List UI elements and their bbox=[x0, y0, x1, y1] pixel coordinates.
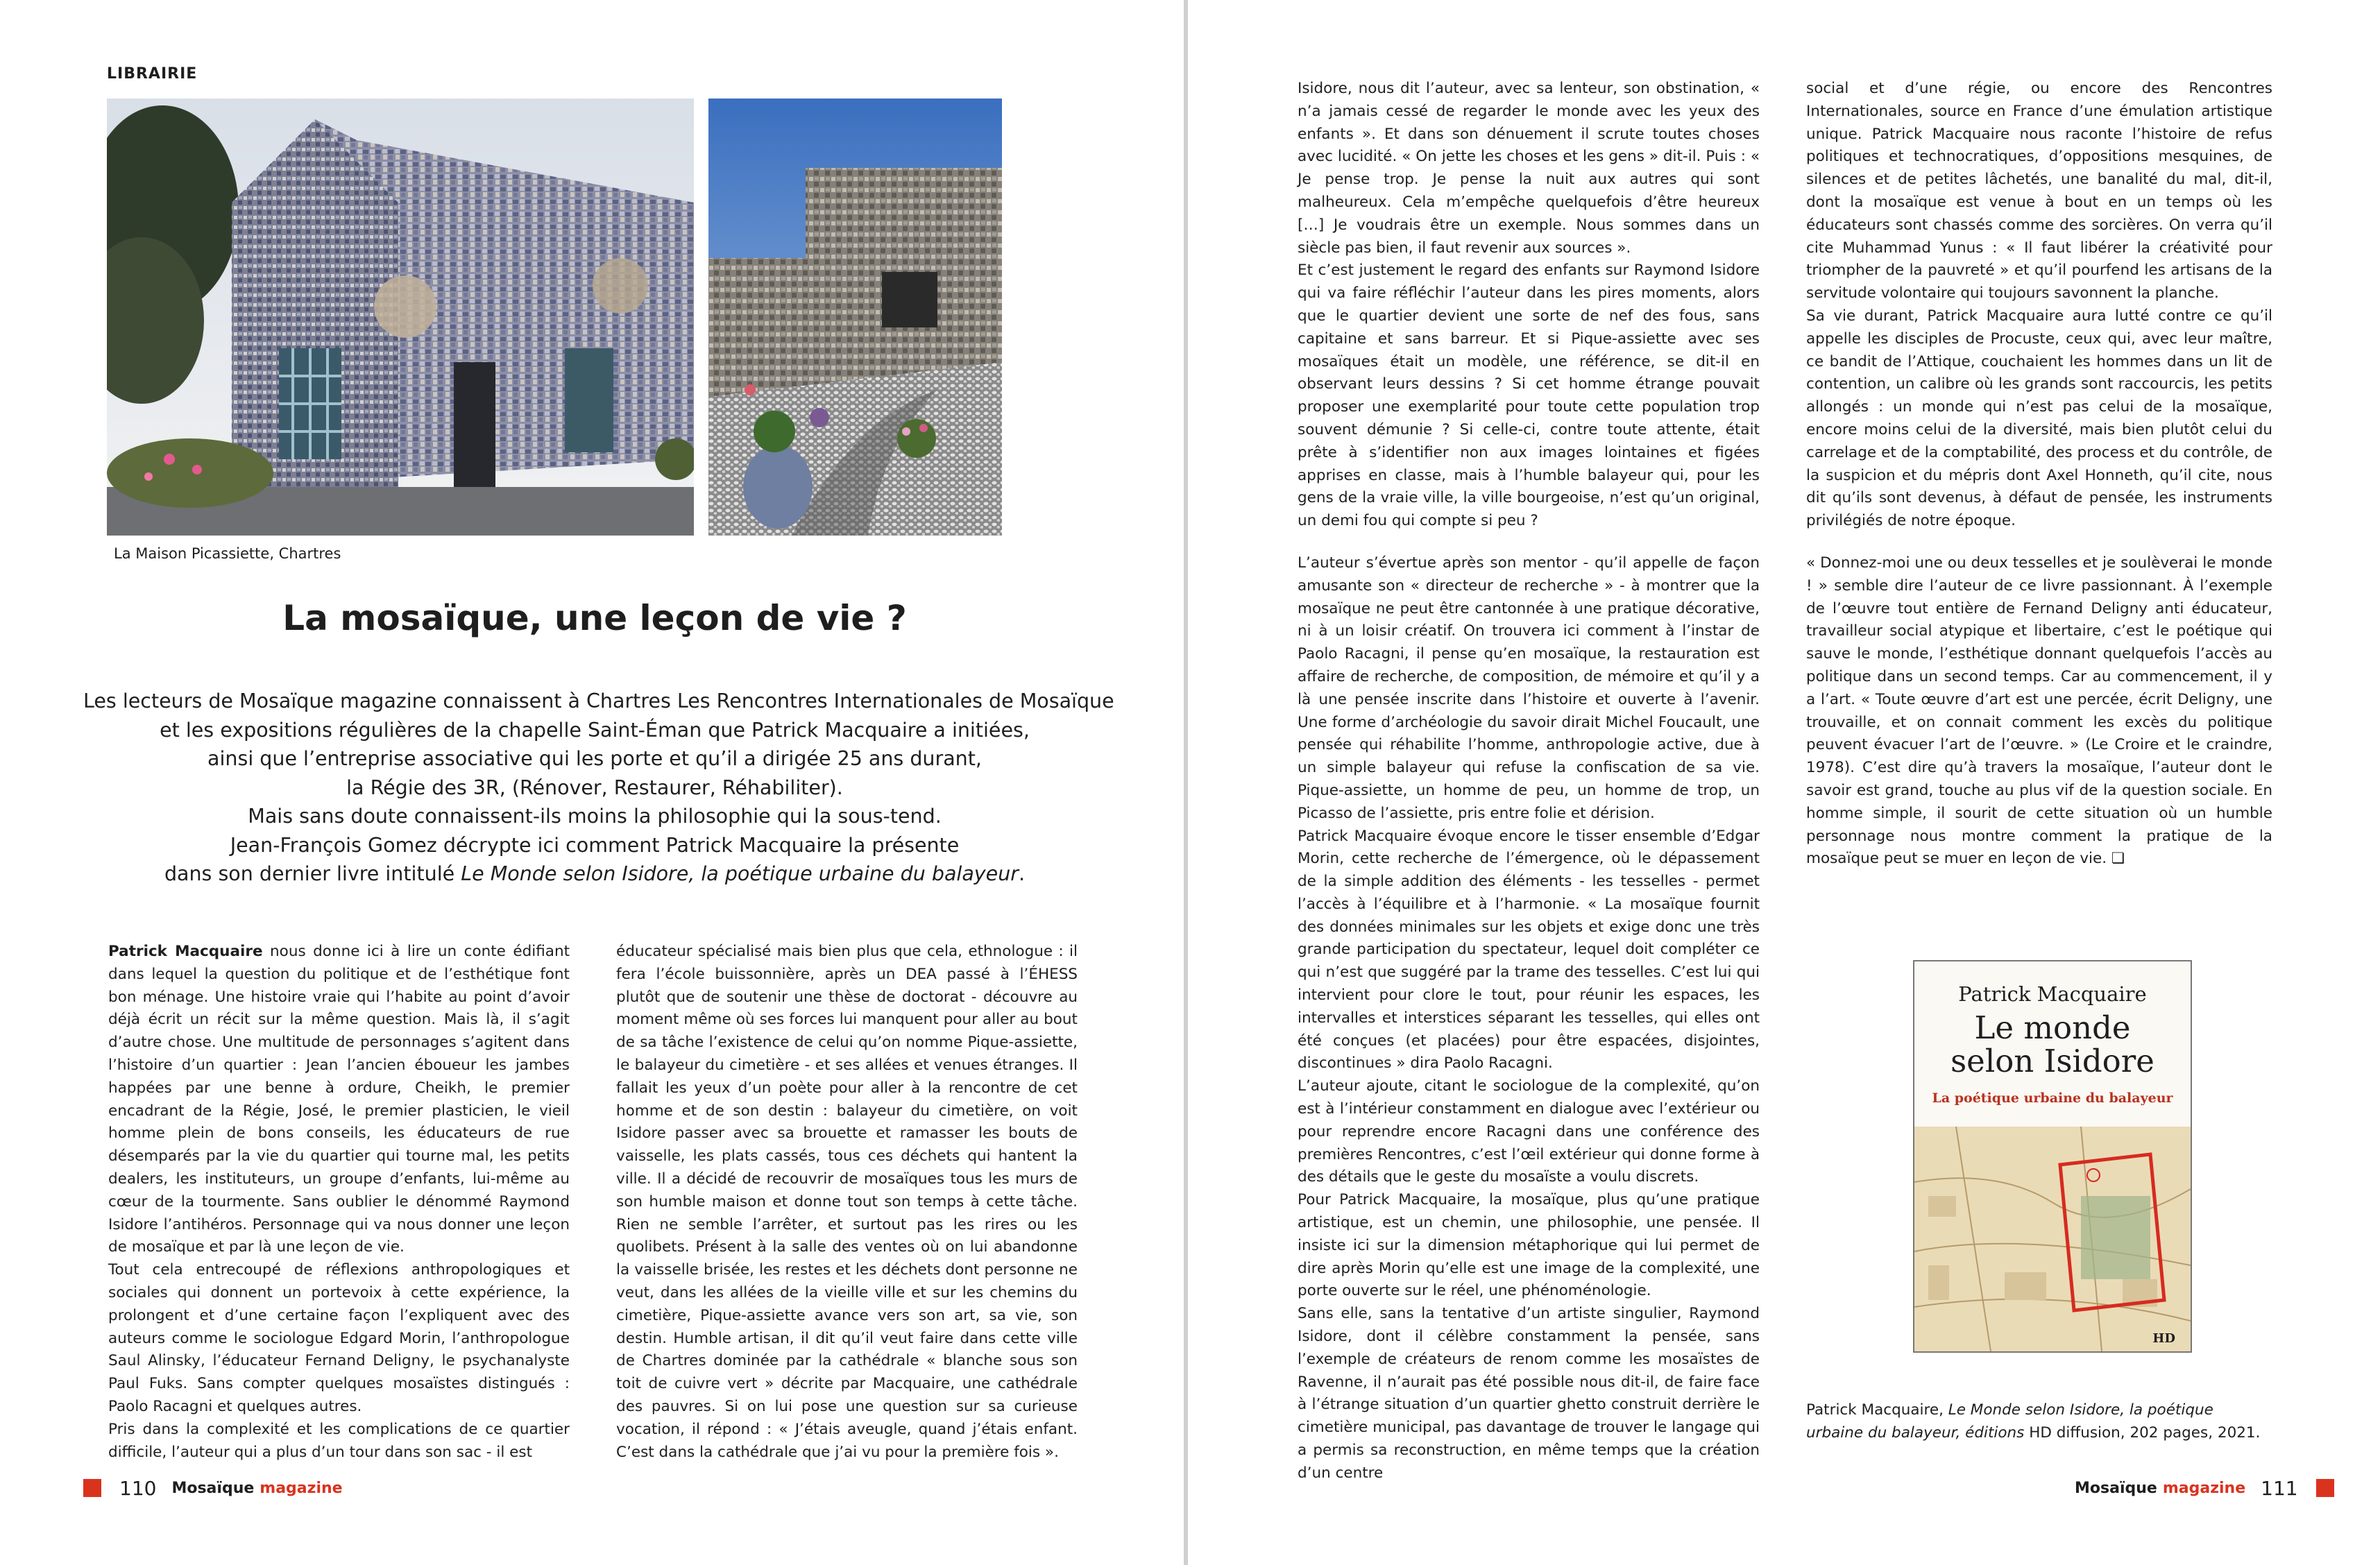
intro-book-title: Le Monde selon Isidore, la poétique urbaine du balayeur bbox=[461, 862, 1019, 885]
paragraph: social et d’une régie, ou encore des Rencontres Internationales, source en France d’une émulation artistique unique. Patrick Macquaire nous raconte l’histoire de refus politiques et technocratiques, d’oppositions mesquines, de silences et de petites lâchetés, une banalité du mal, dit-il, dont la mosaïque est venue à bout en un temps où les éducateurs sont chassés comme des sorcières. On verra qu’il cite Muhammad Yunus : « Il faut libérer la créativité pour triompher de la pauvreté » et qu’il pourfend les artisans de la servitude volontaire qui toujours savonnent la planche. bbox=[1806, 80, 2272, 302]
mosaic-garden-image bbox=[708, 99, 1002, 536]
book-caption-prefix: Patrick Macquaire, bbox=[1806, 1401, 1948, 1419]
paragraph-text: « Donnez-moi une ou deux tesselles et je soulèverai le monde ! » semble dire l’auteur de ce livre passionnant. À l’exemple de l’œuvre tout entière de Fernand Deligny anti éducateur, travailleur social atypique et libertaire, c’est le poétique qui sauve le monde, l’esthétique donnant quelquefois l’accès au politique dans un second temps. Car au commencement, il y a l’art. « Toute œuvre d’art est une percée, écrit Deligny, une trouvaille, et on connait comment les excès du politique peuvent évacuer l’art de l’œuvre. » (Le Croire et le craindre, 1978). C’est dire qu’à travers la mosaïque, l’auteur dont le savoir est grand, touche au plus vif de la question sociale. En homme simple, il sourit de cette situation où un humble personnage nous montre comment la pratique de la mosaïque peut se muer en leçon de vie. bbox=[1806, 554, 2272, 868]
book-caption-title: Le Monde selon Isidore, la poétique urbaine du balayeur, éditions bbox=[1806, 1401, 2213, 1442]
intro-line: et les expositions régulières de la chapelle Saint-Éman que Patrick Macquaire a initiées, bbox=[160, 718, 1030, 742]
magazine-name: Mosaïque bbox=[2075, 1479, 2157, 1497]
paragraph: Sans elle, sans la tentative d’un artiste singulier, Raymond Isidore, dont il célèbre constamment la pensée, sans l’exemple de créateurs de renom comme les mosaïstes de Ravenne, il n’aurait pas été possible nous dit-il, de faire face à l’étrange situation d’un quartier ghetto construit derrière le cimetière municipal, pas davantage de trouver le langage qui a permis sa reconstruction, en même temps que la création d’un centre bbox=[1298, 1305, 1760, 1482]
book-cover bbox=[1913, 960, 2192, 1353]
intro-line: Jean-François Gomez décrypte ici comment Patrick Macquaire la présente bbox=[230, 833, 960, 857]
paragraph: Et c’est justement le regard des enfants sur Raymond Isidore qui va faire réfléchir l’auteur dans les pires moments, alors que le quartier devient une sorte de nef des fous, sans capitaine et sans barreur. Et si Pique-assiette avec ses mosaïques était un modèle, une référence, se dit-il en observant leurs dessins ? Si cet homme étrange pouvait proposer une exemplarité pour toute cette population trop souvent démunie ? Si celle-ci, contre toute attente, était prête à s’identifier non aux images lointaines et figées apprises en classe, mais à l’humble balayeur qui, pour les gens de la vraie ville, la ville bourgeoise, n’est qu’un original, un demi fou qui compte si peu ? bbox=[1298, 262, 1760, 530]
magazine-word: magazine bbox=[2162, 1479, 2246, 1497]
photo-caption: La Maison Picassiette, Chartres bbox=[114, 545, 341, 562]
paragraph: Sa vie durant, Patrick Macquaire aura lutté contre ce qu’il appelle les disciples de Procuste, ceux qui, avec leur maître, ce bandit de l’Attique, couchaient les hommes dans un lit de contention, un calibre où les grands sont raccourcis, les petits allongés : un monde qui n’est pas celui de la mosaïque, encore moins celui de la diversité, mais bien plutôt celui du carrelage et de la comptabilité, des process et du contrôle, de la suspicion et du mépris dont Axel Honneth, qu’il cite, nous dit qu’ils sont devenus, à défaut de pensée, les instruments privilégiés de notre époque. bbox=[1806, 307, 2272, 530]
article-title: La mosaïque, une leçon de vie ? bbox=[282, 598, 907, 638]
photo-maison-picassiette bbox=[107, 99, 694, 536]
book-caption-suffix: HD diffusion, 202 pages, 2021. bbox=[2024, 1424, 2261, 1442]
paragraph: L’auteur s’évertue après son mentor - qu’il appelle de façon amusante son « directeur de recherche » - à montrer que la mosaïque ne peut être cantonnée à une pratique décorative, ni à un loisir créatif. On trouvera ici comment à l’instar de Paolo Racagni, il pense qu’en mosaïque, la restauration est affaire de recherche, de composition, de mémoire et qu’il y a là une pensée inscrite dans l’histoire et ouverte à l’avenir. Une forme d’archéologie du savoir dirait Michel Foucault, une pensée qui réhabilite l’homme, anthropologie active, due à un simple balayeur qui refuse la confiscation de sa vie. Pique-assiette, un homme de peu, un homme de trop, un Picasso de l’assiette, pris entre folie et dérision. bbox=[1298, 554, 1760, 822]
intro-line: Mais sans doute connaissent-ils moins la philosophie qui la sous-tend. bbox=[248, 805, 942, 828]
lead-author: Patrick Macquaire bbox=[108, 943, 263, 960]
paragraph-text: nous donne ici à lire un conte édifiant dans lequel la question du politique et de l’esthétique font bon ménage. Une histoire vraie qui l’habite au point d’avoir déjà écrit un récit sur la même question. Mais là, il s’agit d’autre chose. Une multitude de personnages s’agitent dans l’histoire d’un quartier : Jean l’ancien éboueur les jambes happées par une benne à ordure, Cheikh, le premier encadrant de la Régie, José, le premier plasticien, le vieil homme plein de bons conseils, les éducateurs de rue désemparés par la vie du quartier qui tourne mal, les petits dealers, les instituteurs, un groupe d’enfants, lui-même au cœur de la tourmente. Sans oublier le dénommé Raymond Isidore l’antihéros. Personnage qui va nous donner une leçon de mosaïque et par là une leçon de vie. bbox=[108, 943, 570, 1256]
page-number: 111 bbox=[2261, 1476, 2298, 1500]
footer-marker bbox=[2316, 1479, 2334, 1497]
left-column-1 bbox=[108, 941, 570, 1464]
intro-line: la Régie des 3R, (Rénover, Restaurer, Réhabiliter). bbox=[346, 776, 843, 799]
paragraph: Pour Patrick Macquaire, la mosaïque, plus qu’une pratique artistique, est un chemin, une philosophie, une pensée. Il insiste ici sur la dimension métaphorique qui lui permet de dire après Morin qu’elle est une image de la complexité, une porte ouverte sur le réel, une phénoménologie. bbox=[1298, 1191, 1760, 1300]
book-cover-publisher: HD bbox=[2152, 1331, 2175, 1346]
intro-last-suffix: . bbox=[1018, 862, 1026, 885]
book-cover-author: Patrick Macquaire bbox=[1958, 982, 2147, 1006]
article-intro bbox=[83, 687, 1114, 889]
intro-line: Les lecteurs de Mosaïque magazine connaissent à Chartres Les Rencontres Internationales de Mosaïque bbox=[83, 690, 1114, 712]
mosaic-house-image bbox=[107, 99, 694, 536]
book-cover-subtitle: La poétique urbaine du balayeur bbox=[1932, 1091, 2173, 1106]
book-cover-title-line: Le monde bbox=[1974, 1009, 2131, 1046]
footer-marker bbox=[83, 1479, 101, 1497]
paragraph bbox=[1806, 552, 2272, 871]
section-label: LIBRAIRIE bbox=[107, 65, 198, 83]
book-caption bbox=[1806, 1399, 2272, 1444]
left-column-2 bbox=[616, 941, 1078, 1464]
paragraph bbox=[108, 941, 570, 1259]
book-cover-title bbox=[1914, 1011, 2191, 1078]
book-cover-title-line: selon Isidore bbox=[1950, 1043, 2154, 1079]
magazine-word: magazine bbox=[260, 1479, 343, 1497]
left-page bbox=[0, 0, 1184, 1565]
paragraph: Patrick Macquaire évoque encore le tisser ensemble d’Edgar Morin, cette recherche de l’émergence, où le dépassement de la simple addition des éléments - les tesselles - permet l’accès à l’équilibre et à l’harmonie. « La mosaïque fournit des données minimales sur les objets et exige donc une très grande participation du spectateur, lequel doit compléter ce qui n’est que suggéré par la trame des tesselles. C’est lui qui intervient pour clore le tout, pour réunir les espaces, les intervalles et interstices séparant les tesselles, qui elles ont été conçues (et placées) pour être espacées, disjointes, discontinues » dira Paolo Racagni. bbox=[1298, 827, 1760, 1072]
end-mark-icon: ❏ bbox=[2111, 850, 2125, 868]
intro-line: ainsi que l’entreprise associative qui les porte et qu’il a dirigée 25 ans durant, bbox=[207, 747, 982, 770]
book-cover-map-image bbox=[1914, 1127, 2191, 1351]
paragraph: Tout cela entrecoupé de réflexions anthropologiques et sociales qui donnent un portevoix à cette expérience, la prolongent et d’une certaine façon l’expliquent avec des auteurs comme le sociologue Edgard Morin, l’anthropologue Saul Alinsky, l’éducateur Fernand Deligny, le psychanalyste Paul Fuks. Sans compter quelques mosaïstes distingués : Paolo Racagni et quelques autres. bbox=[108, 1261, 570, 1415]
footer-left bbox=[83, 1476, 343, 1500]
photo-mosaic-garden bbox=[708, 99, 1002, 536]
paragraph: L’auteur ajoute, citant le sociologue de la complexité, qu’on est à l’intérieur constamment en dialogue avec l’extérieur ou pour reprendre encore Racagni dans une conférence des premières Rencontres, c’est l’œil extérieur qui donne forme à des détails que le geste du mosaïste a voulu discrets. bbox=[1298, 1077, 1760, 1186]
paragraph: Pris dans la complexité et les complications de ce quartier difficile, l’auteur qui a plus d’un tour dans son sac - il est bbox=[108, 1420, 570, 1461]
right-column-2 bbox=[1806, 78, 2272, 871]
intro-line bbox=[83, 860, 1106, 889]
magazine-name: Mosaïque bbox=[171, 1479, 255, 1497]
intro-last-prefix: dans son dernier livre intitulé bbox=[164, 862, 461, 885]
footer-right bbox=[2075, 1476, 2334, 1500]
paragraph: Isidore, nous dit l’auteur, avec sa lenteur, son obstination, « n’a jamais cessé de regarder le monde avec les yeux des enfants ». Et dans son dénuement il scrute toutes choses avec lucidité. « On jette les choses et les gens » dit-il. Puis : « Je pense trop. Je pense la nuit aux autres qui sont malheureux. Cela m’empêche quelquefois d’être heureux […] Je voudrais être un exemple. Nous sommes dans un siècle pas bien, il faut revenir aux sources ». bbox=[1298, 80, 1760, 257]
paragraph: éducateur spécialisé mais bien plus que cela, ethnologue : il fera l’école buissonnière, après un DEA passé à l’ÉHESS plutôt que de soutenir une thèse de doctorat - découvre au moment même où ses forces lui manquent pour aller au bout de sa tâche l’existence de celui qu’on nomme Pique-assiette, le balayeur du cimetière - et ses allées et venues étranges. Il fallait les yeux d’un poète pour aller à la rencontre de cet homme et de son destin : balayeur du cimetière, on voit Isidore passer avec sa brouette et ramasser les bouts de vaisselle, les plats cassés, tous ces déchets qui hantent la ville. Il a décidé de recouvrir de mosaïques tous les murs de son humble maison et donne tout son temps à cette tâche. Rien ne semble l’arrêter, et surtout pas les rires ou les quolibets. Présent à la salle des ventes où on lui abandonne la vaisselle brisée, les restes et les déchets dont personne ne veut, dans les allées de la vieille ville et sur les chemins du cimetière, Pique-assiette avance vers son art, sa vie, son destin. Humble artisan, il dit qu’il veut faire dans cette ville de Chartres dominée par la cathédrale « blanche sous son toit de cuivre vert » décrite par Macquaire, une cathédrale des pauvres. Si on lui pose une question sur sa curieuse vocation, il répond : « J’étais aveugle, quand j’étais enfant. C’est dans la cathédrale que j’ai vu pour la première fois ». bbox=[616, 943, 1078, 1461]
right-column-1 bbox=[1298, 78, 1760, 1485]
page-number: 110 bbox=[119, 1476, 157, 1500]
